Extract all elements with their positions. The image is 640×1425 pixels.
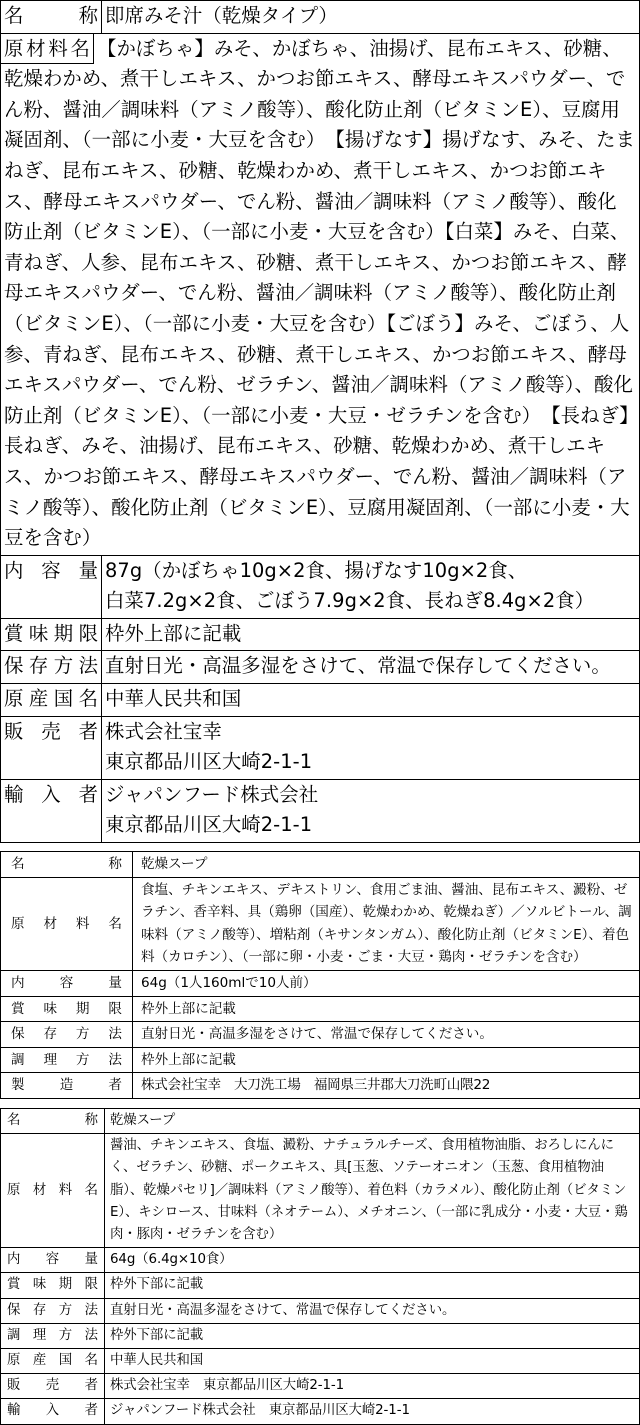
table-row [1, 1108, 640, 1133]
table-row [1, 1073, 640, 1099]
row-label-best-before: 賞味期限 [1, 1273, 105, 1298]
row-label-manufacturer: 製 造 者 [1, 1073, 133, 1099]
row-value-net-weight: 64g（6.4g×10食） [105, 1248, 640, 1273]
row-label-origin: 原産国名 [1, 1349, 105, 1374]
row-label-name: 名 称 [1, 852, 133, 878]
table-row [1, 1323, 640, 1348]
row-label-origin: 原産国名 [1, 684, 102, 717]
row-value-best-before: 枠外下部に記載 [105, 1273, 640, 1298]
table-row [1, 716, 640, 779]
row-value-ingredients: 【かぼちゃ】みそ、かぼちゃ、油揚げ、昆布エキス、砂糖、乾燥わかめ、煮干しエキス、かつお節エキス、酵母エキスパウダー、でん粉、醤油／調味料（アミノ酸等）、酸化防止剤（ビタミンE）、豆腐用凝固剤、（一部に小麦・大豆を含む） 【揚げなす】揚げなす、みそ、たまねぎ、昆布エキス、砂糖、乾燥わかめ、煮干しエキス、かつお節エキス、酵母エキスパウダー、でん粉、醤油／調味料（アミノ酸等）、酸化防止剤（ビタミンE）、（一部に小麦・大豆を含む）【白菜】みそ、白菜、青ねぎ、人参、昆布エキス、砂糖、煮干しエキス、かつお節エキス、酵母エキスパウダー、でん粉、醤油／調味料（アミノ酸等）、酸化防止剤（ビタミンE）、（一部に小麦・大豆を含む）【ごぼう】みそ、ごぼう、人参、青ねぎ、昆布エキス、砂糖、煮干しエキス、かつお節エキス、酵母エキスパウダー、でん粉、ゼラチン、醤油／調味料（アミノ酸等）、酸化防止剤（ビタミンE）、（一部に小麦・大豆・ゼラチンを含む） 【長ねぎ】長ねぎ、みそ、油揚げ、昆布エキス、砂糖、乾燥わかめ、煮干しエキス、かつお節エキス、酵母エキスパウダー、でん粉、醤油／調味料（アミノ酸等）、酸化防止剤（ビタミンE）、豆腐用凝固剤、（一部に小麦・大豆を含む） [4, 36, 635, 550]
row-value-net-weight: 64g（1人160mlで10人前） [133, 971, 640, 997]
table-row [1, 852, 640, 878]
row-value-importer: ジャパンフード株式会社 東京都品川区大崎2-1-1 [102, 779, 640, 842]
row-value-manufacturer: 株式会社宝幸 大刀洗工場 福岡県三井郡大刀洗町山隈22 [133, 1073, 640, 1099]
row-label-ingredients: 原 材 料 名 [1, 877, 133, 970]
row-label-seller: 販 売 者 [1, 1374, 105, 1399]
row-label-name: 名 称 [1, 1108, 105, 1133]
table-row [1, 651, 640, 684]
panel-gap [0, 1099, 640, 1108]
table-row [1, 1349, 640, 1374]
table-row [1, 996, 640, 1022]
dry-soup-label-table-2 [0, 1108, 640, 1425]
dry-soup-label-table-1 [0, 851, 640, 1099]
row-value-seller: 株式会社宝幸 東京都品川区大崎2-1-1 [105, 1374, 640, 1399]
row-label-storage: 保 存 方 法 [1, 1022, 133, 1048]
row-label-cooking: 調理方法 [1, 1323, 105, 1348]
ingredients-block [1, 33, 640, 555]
table-row [1, 1134, 640, 1248]
table-row [1, 1047, 640, 1073]
row-value-storage: 直射日光・高温多湿をさけて、常温で保存してください。 [105, 1298, 640, 1323]
table-row [1, 618, 640, 651]
row-label-best-before: 賞 味 期 限 [1, 996, 133, 1022]
row-label-net-weight: 内 容 量 [1, 555, 102, 618]
row-label-best-before: 賞味期限 [1, 618, 102, 651]
row-value-ingredients: 醤油、チキンエキス、食塩、澱粉、ナチュラルチーズ、食用植物油脂、おろしにんにく、ゼラチン、砂糖、ポークエキス、具[玉葱、ソテーオニオン（玉葱、食用植物油脂）、乾燥パセリ]／調味料（アミノ酸等）、着色料（カラメル）、酸化防止剤（ビタミンE）、キシロース、甘味料（ネオテーム）、メチオニン、（一部に乳成分・小麦・大豆・鶏肉・豚肉・ゼラチンを含む） [105, 1134, 640, 1248]
row-label-ingredients: 原材料名 [1, 34, 94, 64]
row-label-net-weight: 内 容 量 [1, 1248, 105, 1273]
row-label-storage: 保存方法 [1, 651, 102, 684]
table-row [1, 1298, 640, 1323]
table-row [1, 1, 640, 34]
row-value-storage: 直射日光・高温多湿をさけて、常温で保存してください。 [133, 1022, 640, 1048]
table-row [1, 779, 640, 842]
row-value-importer: ジャパンフード株式会社 東京都品川区大崎2-1-1 [105, 1399, 640, 1424]
table-row [1, 555, 640, 618]
row-label-importer: 輸 入 者 [1, 779, 102, 842]
row-value-cooking: 枠外下部に記載 [105, 1323, 640, 1348]
row-value-net-weight: 87g（かぼちゃ10g×2食、揚げなす10g×2食、 白菜7.2g×2食、ごぼう7.9g×2食、長ねぎ8.4g×2食） [102, 555, 640, 618]
row-value-storage: 直射日光・高温多湿をさけて、常温で保存してください。 [102, 651, 640, 684]
row-value-origin: 中華人民共和国 [105, 1349, 640, 1374]
table-row [1, 877, 640, 970]
panel-gap [0, 843, 640, 851]
row-value-best-before: 枠外上部に記載 [102, 618, 640, 651]
row-value-cooking: 枠外上部に記載 [133, 1047, 640, 1073]
table-row [1, 1374, 640, 1399]
row-label-seller: 販 売 者 [1, 716, 102, 779]
table-row [1, 1022, 640, 1048]
table-row [1, 1399, 640, 1424]
row-value-seller: 株式会社宝幸 東京都品川区大崎2-1-1 [102, 716, 640, 779]
row-label-name: 名 称 [1, 1, 102, 34]
table-row [1, 1273, 640, 1298]
row-value-origin: 中華人民共和国 [102, 684, 640, 717]
row-label-ingredients: 原材料名 [1, 1134, 105, 1248]
row-label-importer: 輸 入 者 [1, 1399, 105, 1424]
row-value-name: 乾燥スープ [105, 1108, 640, 1133]
row-label-storage: 保存方法 [1, 1298, 105, 1323]
table-row [1, 1248, 640, 1273]
row-value-name: 即席みそ汁（乾燥タイプ） [102, 1, 640, 34]
table-row [1, 684, 640, 717]
table-row [1, 971, 640, 997]
row-value-ingredients: 食塩、チキンエキス、デキストリン、食用ごま油、醤油、昆布エキス、澱粉、ゼラチン、香辛料、具（鶏卵（国産）、乾燥わかめ、乾燥ねぎ）／ソルビトール、調味料（アミノ酸等）、増粘剤（キサンタンガム）、酸化防止剤（ビタミンE）、着色料（カロチン）、（一部に卵・小麦・ごま・大豆・鶏肉・ゼラチンを含む） [133, 877, 640, 970]
row-label-cooking: 調 理 方 法 [1, 1047, 133, 1073]
row-label-net-weight: 内 容 量 [1, 971, 133, 997]
table-row [1, 33, 640, 555]
row-value-best-before: 枠外上部に記載 [133, 996, 640, 1022]
row-value-name: 乾燥スープ [133, 852, 640, 878]
